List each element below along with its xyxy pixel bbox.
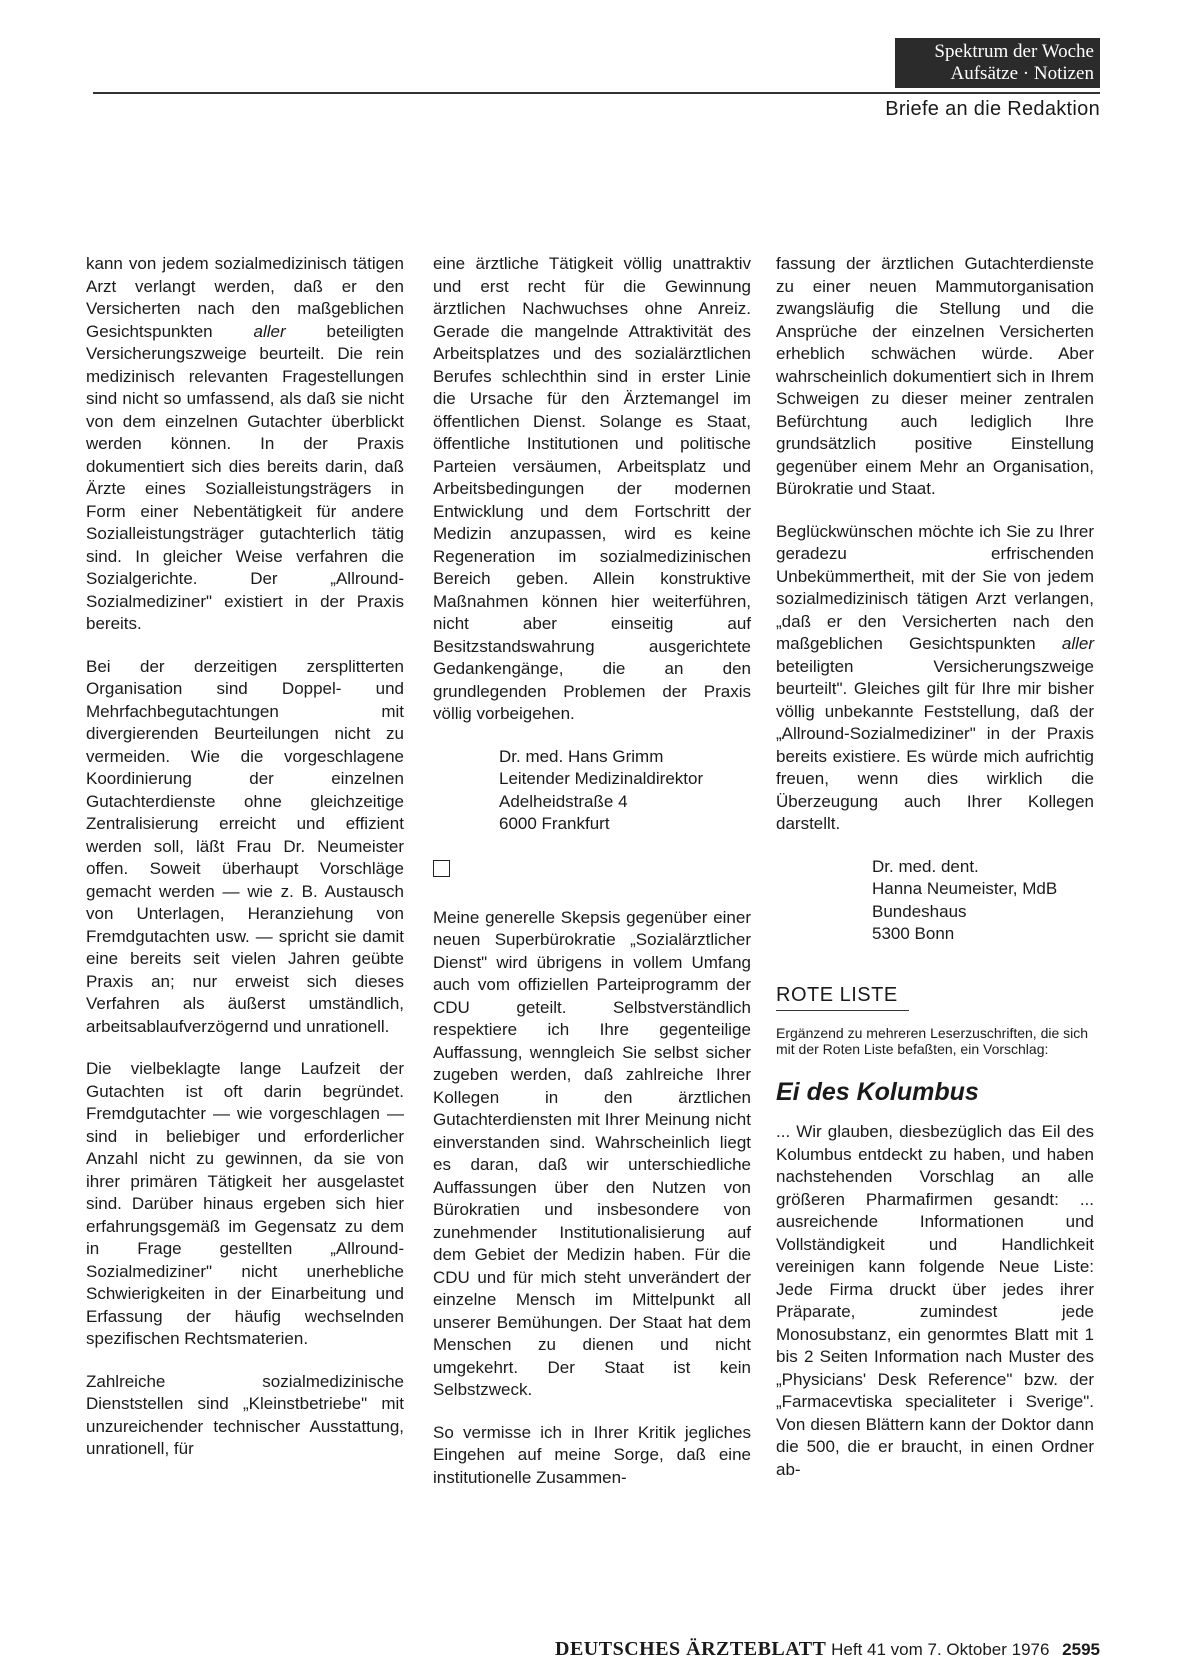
signature-line: Leitender Medizinaldirektor xyxy=(499,769,704,788)
text: beteiligten Versicherungszweige beurteilt. Die rein medizinisch relevanten Fragestellungen sind nicht so umfassend, als daß sie nicht von dem einzelnen Gutachter überblickt werden können. In der Praxis dokumentiert sich dies bereits darin, daß Ärzte eines Sozialleistungsträgers in Form einer Nebentätigkeit für andere Sozialleistungsträger gutachterlich tätig sind. In gleicher Weise verfahren die Sozialgerichte. Der „Allround-Sozialmediziner" existiert in der Praxis bereits. xyxy=(86,321,404,633)
article-headline: Ei des Kolumbus xyxy=(776,1078,979,1106)
signature-grimm xyxy=(433,746,751,836)
column-2 xyxy=(433,253,751,1509)
paragraph xyxy=(776,521,1094,836)
section-label: Briefe an die Redaktion xyxy=(885,98,1100,120)
header-rule xyxy=(93,92,1100,94)
separator-box-icon xyxy=(433,860,450,877)
signature-line: 5300 Bonn xyxy=(872,924,955,943)
paragraph: ... Wir glauben, diesbezüglich das Eil des Kolumbus entdeckt zu haben, und haben nachstehenden Vorschlag an alle größeren Pharmafirmen gesandt: ... ausreichende Informationen und Vollständigkeit und Handlichkeit vereinigen kann folgende Neue Liste: Jede Firma druckt über jedes ihrer Präparate, zumindest jede Monosubstanz, ein genormtes Blatt mit 1 bis 2 Seiten Information nach Muster des „Physicians' Desk Reference" bzw. der „Farmacevtiska specialiteter i Sverige". Von diesen Blättern kann der Doktor dann die 500, die er braucht, in einen Ordner ab- xyxy=(776,1122,1094,1479)
text: Beglückwünschen möchte ich Sie zu Ihrer geradezu erfrischenden Unbekümmertheit, mit der Sie von jedem sozialmedizinisch tätigen Arzt verlangen, „daß er den Versicherten nach den maßgeblichen Gesichtspunkten xyxy=(776,521,1094,653)
rubric-heading: ROTE LISTE xyxy=(776,984,909,1012)
page-footer xyxy=(448,1638,1100,1661)
column-1 xyxy=(86,253,404,1481)
signature-line: 6000 Frankfurt xyxy=(499,814,610,833)
signature-line: Dr. med. Hans Grimm xyxy=(499,746,664,766)
signature-line: Adelheidstraße 4 xyxy=(499,791,628,811)
brand-line-1: Spektrum der Woche xyxy=(934,41,1094,62)
paragraph: So vermisse ich in Ihrer Kritik jegliches Eingehen auf meine Sorge, daß eine institutionelle Zusammen- xyxy=(433,1422,751,1487)
signature-line: Hanna Neumeister, MdB xyxy=(872,879,1058,898)
signature-neumeister xyxy=(776,856,1094,946)
section-brand-box xyxy=(895,38,1100,88)
paragraph: Zahlreiche sozialmedizinische Dienststellen sind „Kleinstbetriebe" mit unzureichender technischer Ausstattung, unrationell, für xyxy=(86,1371,404,1458)
emphasis: aller xyxy=(1061,634,1094,653)
journal-title: DEUTSCHES ÄRZTEBLATT xyxy=(555,1638,827,1660)
signature-line: Bundeshaus xyxy=(872,901,967,921)
column-3 xyxy=(776,253,1094,1501)
paragraph xyxy=(86,253,404,636)
text: kann von jedem sozialmedizinisch tätigen Arzt verlangt werden, daß er den Versicherten nach den maßgeblichen Gesichtspunkten xyxy=(86,254,404,341)
brand-line-2: Aufsätze · Notizen xyxy=(950,63,1094,84)
text: beteiligten Versicherungszweige beurteilt". Gleiches gilt für Ihre mir bisher völlig unbekannte Feststellung, daß der „Allround-Sozialmediziner" in der Praxis bereits existiere. Es würde mich aufrichtig freuen, wenn dies wirklich die Überzeugung auch Ihrer Kollegen darstellt. xyxy=(776,656,1094,833)
signature-line: Dr. med. dent. xyxy=(872,856,979,876)
paragraph: eine ärztliche Tätigkeit völlig unattraktiv und erst recht für die Gewinnung ärztlichen Nachwuchses ohne Anreiz. Gerade die mangelnde Attraktivität des Arbeitsplatzes und des sozialärztlichen Berufes schlechthin sind in erster Linie die Ursache für den Ärztemangel im öffentlichen Dienst. Solange es Staat, öffentliche Institutionen und politische Parteien versäumen, Arbeitsplatz und Arbeitsbedingungen der modernen Entwicklung und dem Fortschritt der Medizin anzupassen, wird es keine Regeneration im sozialmedizinischen Bereich geben. Allein konstruktive Maßnahmen können hier weiterführen, nicht aber einseitig auf Besitzstandswahrung ausgerichtete Gedankengänge, die an den grundlegenden Problemen der Praxis völlig vorbeigehen. xyxy=(433,254,751,723)
paragraph: Meine generelle Skepsis gegenüber einer neuen Superbürokratie „Sozialärztlicher Dienst" wird übrigens in vollem Umfang auch vom offiziellen Parteiprogramm der CDU geteilt. Selbstverständlich respektiere ich Ihre gegenteilige Auffassung, wenngleich Sie selbst sicher zugeben werden, daß zahlreiche Ihrer Kollegen in den ärztlichen Gutachterdiensten mit Ihrer Meinung nicht einverstanden sind. Wahrscheinlich liegt es daran, daß wir unterschiedliche Auffassungen über den Nutzen von Bürokratien und insbesondere von zunehmender Institutionalisierung auf dem Gebiet der Medizin haben. Für die CDU und für mich steht unverändert der einzelne Mensch im Mittelpunkt all unserer Bemühungen. Der Staat hat dem Menschen zu dienen und nicht umgekehrt. Der Staat ist kein Selbstzweck. xyxy=(433,907,751,1399)
paragraph: Die vielbeklagte lange Laufzeit der Gutachten ist oft darin begründet. Fremdgutachter — wie vorgeschlagen — sind in beliebiger und erforderlicher Anzahl nicht zu gewinnen, da sie von ihrer primären Tätigkeit her ausgelastet sind. Darüber hinaus ergeben sich hier erfahrungsgemäß im Gegensatz zu dem in Frage gestellten „Allround-Sozialmediziner" nicht unerhebliche Schwierigkeiten in der Einarbeitung und Erfassung der häufig wechselnden spezifischen Rechtsmaterien. xyxy=(86,1059,404,1348)
paragraph: fassung der ärztlichen Gutachterdienste zu einer neuen Mammutorganisation zwangsläufig die Stellung und die Ansprüche der einzelnen Versicherten erheblich schwächen würde. Aber wahrscheinlich dokumentiert sich in Ihrem Schweigen zu dieser meiner zentralen Befürchtung auch lediglich Ihre grundsätzlich positive Einstellung gegenüber einem Mehr an Organisation, Bürokratie und Staat. xyxy=(776,254,1094,498)
page-number: 2595 xyxy=(1062,1640,1100,1659)
paragraph: Bei der derzeitigen zersplitterten Organisation sind Doppel- und Mehrfachbegutachtungen mit divergierenden Beurteilungen nicht zu vermeiden. Wie die vorgeschlagene Koordinierung der einzelnen Gutachterdienste ohne gleichzeitige Zentralisierung erreicht und effizient werden soll, läßt Frau Dr. Neumeister offen. Soweit überhaupt Vorschläge gemacht werden — wie z. B. Austausch von Unterlagen, Heranziehung von Fremdgutachten usw. — spricht sie damit eine bereits seit vielen Jahren geübte Praxis an; nur erweist sich dieses Verfahren als äußerst umständlich, arbeitsablaufverzögernd und unrationell. xyxy=(86,656,404,1036)
emphasis: aller xyxy=(253,321,286,341)
intro-text: Ergänzend zu mehreren Leserzuschriften, die sich mit der Roten Liste befaßten, ein Vorschlag: xyxy=(776,1025,1089,1057)
issue-info: Heft 41 vom 7. Oktober 1976 xyxy=(831,1640,1050,1659)
